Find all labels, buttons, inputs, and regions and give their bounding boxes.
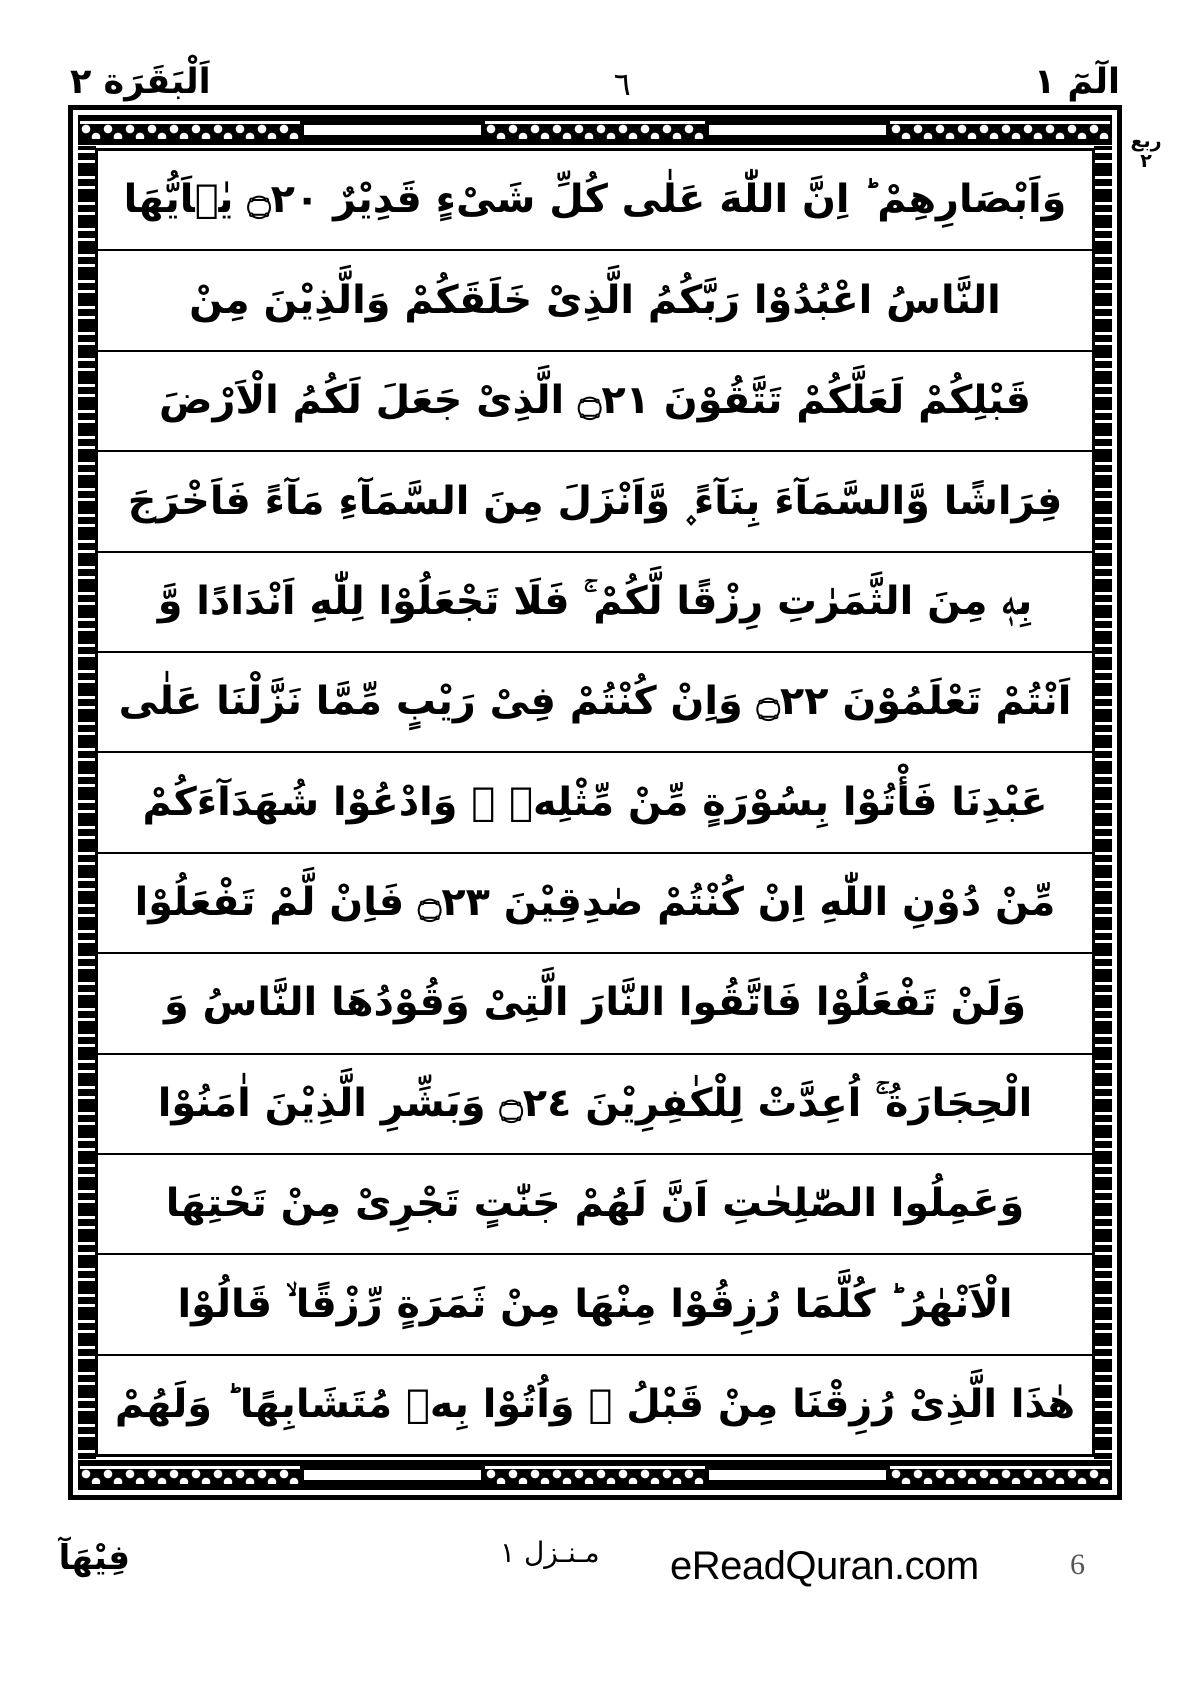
scroll-run-left-bottom	[890, 1460, 1110, 1490]
ayah-line-text: وَلَنْ تَفْعَلُوْا فَاتَّقُوا النَّارَ الَّتِىْ وَقُوْدُهَا النَّاسُ وَ	[163, 980, 1027, 1026]
ayah-line-text: مِّنْ دُوْنِ اللّٰهِ اِنْ كُنْتُمْ صٰدِقِيْنَ ۝٢٣ فَاِنْ لَّمْ تَفْعَلُوْا	[134, 880, 1056, 926]
catchword: فِيْهَآ	[58, 1538, 130, 1578]
ayah-line	[98, 251, 1092, 351]
ayah-line-text: وَاَبْصَارِهِمْ ؕ اِنَّ اللّٰهَ عَلٰى كُلِّ شَىْءٍ قَدِيْرٌ ۝٢٠ يٰۤاَيُّهَا	[123, 177, 1067, 223]
scroll-run-right-bottom	[80, 1460, 300, 1490]
ayah-line-text: وَعَمِلُوا الصّٰلِحٰتِ اَنَّ لَهُمْ جَنّٰتٍ تَجْرِىْ مِنْ تَحْتِهَا	[165, 1181, 1025, 1227]
ayah-line	[98, 954, 1092, 1054]
ayah-line	[98, 1255, 1092, 1355]
ayah-line	[98, 1356, 1092, 1454]
ayah-line-text: فِرَاشًا وَّالسَّمَآءَ بِنَآءً ۪ وَّاَنْزَلَ مِنَ السَّمَآءِ مَآءً فَاَخْرَجَ	[127, 478, 1063, 524]
scroll-run-left	[890, 115, 1110, 145]
page-header	[70, 38, 1120, 103]
manzil-label: مـنـزل ١	[500, 1536, 600, 1569]
ayah-line-text: اَنْتُمْ تَعْلَمُوْنَ ۝٢٢ وَاِنْ كُنْتُمْ فِىْ رَيْبٍ مِّمَّا نَزَّلْنَا عَلٰى	[118, 679, 1072, 725]
ayah-line	[98, 151, 1092, 251]
ornament-strip-left	[78, 146, 96, 1459]
site-watermark: eReadQuran.com	[670, 1544, 979, 1588]
text-area	[95, 148, 1095, 1457]
ruku-marker: ربع ٢	[1130, 130, 1162, 172]
page-number-arabic: ٦	[613, 65, 631, 103]
text-frame	[68, 105, 1122, 1500]
ornament-strip-right	[1094, 146, 1112, 1459]
ornament-band-top	[78, 115, 1112, 145]
ornament-band-bottom	[78, 1460, 1112, 1490]
ayah-line	[98, 1155, 1092, 1255]
ayah-line	[98, 753, 1092, 853]
ayah-line	[98, 553, 1092, 653]
scroll-run-right	[80, 115, 300, 145]
ayah-line-text: عَبْدِنَا فَأْتُوْا بِسُوْرَةٍ مِّنْ مِّثْلِهٖ ۪ وَادْعُوْا شُهَدَآءَكُمْ	[142, 779, 1048, 825]
ayah-line	[98, 653, 1092, 753]
juz-label: الٓمٓ ١	[1033, 62, 1120, 102]
ayah-line-text: الْحِجَارَةُ ۚ اُعِدَّتْ لِلْكٰفِرِيْنَ ۝٢٤ وَبَشِّرِ الَّذِيْنَ اٰمَنُوْا	[157, 1080, 1033, 1126]
ayah-line-text: بِهٖ مِنَ الثَّمَرٰتِ رِزْقًا لَّكُمْ ۚ فَلَا تَجْعَلُوْا لِلّٰهِ اَنْدَادًا وَّ	[157, 578, 1033, 624]
ayah-line-text: النَّاسُ اعْبُدُوْا رَبَّكُمُ الَّذِىْ خَلَقَكُمْ وَالَّذِيْنَ مِنْ	[189, 277, 1001, 323]
surah-label: اَلْبَقَرَة ٢	[70, 62, 211, 102]
ayah-line	[98, 352, 1092, 452]
scroll-run-center-bottom	[485, 1460, 705, 1490]
ayah-line	[98, 452, 1092, 552]
ayah-line-text: الْاَنْهٰرُ ؕ كُلَّمَا رُزِقُوْا مِنْهَا مِنْ ثَمَرَةٍ رِّزْقًا ۙ قَالُوْا	[177, 1281, 1013, 1327]
ayah-line-list	[98, 151, 1092, 1454]
ayah-line-text: قَبْلِكُمْ لَعَلَّكُمْ تَتَّقُوْنَ ۝٢١ الَّذِىْ جَعَلَ لَكُمُ الْاَرْضَ	[159, 378, 1031, 424]
scroll-run-center	[485, 115, 705, 145]
page-number: 6	[1070, 1548, 1085, 1581]
ayah-line	[98, 1055, 1092, 1155]
page-footer	[58, 1520, 1150, 1640]
ayah-line-text: هٰذَا الَّذِىْ رُزِقْنَا مِنْ قَبْلُ ۙ وَاُتُوْا بِهٖ مُتَشَابِهًا ؕ وَلَهُمْ	[114, 1382, 1076, 1428]
ayah-line	[98, 854, 1092, 954]
